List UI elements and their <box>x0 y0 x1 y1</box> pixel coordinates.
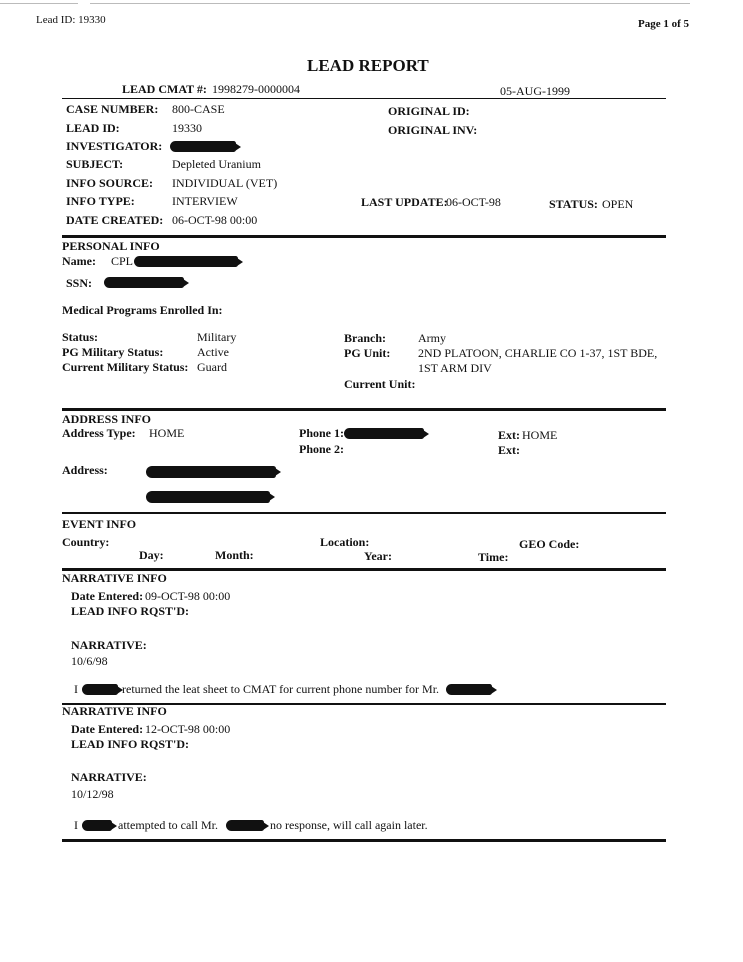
status-field-value: Military <box>197 330 237 344</box>
geo-code-label: GEO Code: <box>519 537 580 551</box>
medical-programs-label: Medical Programs Enrolled In: <box>62 303 223 317</box>
redaction-address-line2 <box>146 491 270 503</box>
redaction-narrative <box>82 684 118 695</box>
address-type-label: Address Type: <box>62 426 136 440</box>
case-number-value: 800-CASE <box>172 102 225 116</box>
original-id-label: ORIGINAL ID: <box>388 104 470 118</box>
branch-label: Branch: <box>344 331 386 345</box>
branch-value: Army <box>418 331 446 345</box>
narrative-heading: NARRATIVE INFO <box>62 571 167 585</box>
pg-military-status-label: PG Military Status: <box>62 345 164 359</box>
subject-label: SUBJECT: <box>66 157 124 171</box>
lead-id-value: 19330 <box>172 121 202 135</box>
redaction-ssn <box>104 277 184 288</box>
phone1-label: Phone 1: <box>299 426 344 440</box>
lead-info-rqstd-label: LEAD INFO RQST'D: <box>71 737 190 751</box>
info-source-value: INDIVIDUAL (VET) <box>172 176 278 190</box>
narrative-date: 10/6/98 <box>71 654 108 668</box>
narrative-heading: NARRATIVE INFO <box>62 704 167 718</box>
redaction-name <box>134 256 238 267</box>
last-update-label: LAST UPDATE: <box>361 195 448 209</box>
info-source-label: INFO SOURCE: <box>66 176 154 190</box>
section-divider <box>62 408 666 411</box>
redaction-address-line1 <box>146 466 276 478</box>
status-label: STATUS: <box>549 197 598 211</box>
pg-unit-label: PG Unit: <box>344 346 391 360</box>
ssn-label: SSN: <box>66 276 93 290</box>
section-divider <box>62 512 666 514</box>
cmat-value: 1998279-0000004 <box>212 82 300 96</box>
narrative-text-start: I <box>74 682 78 696</box>
pg-unit-value-line1: 2ND PLATOON, CHARLIE CO 1-37, 1ST BDE, <box>418 346 658 360</box>
status-field-label: Status: <box>62 330 99 344</box>
date-created-label: DATE CREATED: <box>66 213 164 227</box>
month-label: Month: <box>215 548 254 562</box>
address-label: Address: <box>62 463 108 477</box>
info-type-value: INTERVIEW <box>172 194 238 208</box>
date-entered-value: 12-OCT-98 00:00 <box>145 722 231 736</box>
address-info-heading: ADDRESS INFO <box>62 412 152 426</box>
ext1-label: Ext: <box>498 428 520 442</box>
ext1-value: HOME <box>522 428 558 442</box>
scan-artifact <box>90 3 690 4</box>
redaction-narrative <box>446 684 492 695</box>
pg-military-status-value: Active <box>197 345 229 359</box>
event-info-heading: EVENT INFO <box>62 517 137 531</box>
last-update-value: 06-OCT-98 <box>446 195 501 209</box>
status-value: OPEN <box>602 197 634 211</box>
date-entered-value: 09-OCT-98 00:00 <box>145 589 231 603</box>
name-prefix: CPL <box>111 254 134 268</box>
current-unit-label: Current Unit: <box>344 377 416 391</box>
time-label: Time: <box>478 550 509 564</box>
page-number: Page 1 of 5 <box>638 18 690 30</box>
name-label: Name: <box>62 254 96 268</box>
pg-unit-value-line2: 1ST ARM DIV <box>418 361 492 375</box>
date-created-value: 06-OCT-98 00:00 <box>172 213 258 227</box>
phone2-label: Phone 2: <box>299 442 344 456</box>
info-type-label: INFO TYPE: <box>66 194 135 208</box>
redaction-narrative <box>82 820 112 831</box>
country-label: Country: <box>62 535 110 549</box>
redaction-investigator <box>170 141 236 152</box>
redaction-narrative <box>226 820 264 831</box>
cmat-label: LEAD CMAT #: <box>122 82 207 96</box>
narrative-label: NARRATIVE: <box>71 770 147 784</box>
narrative-text: returned the leat sheet to CMAT for current phone number for Mr. <box>122 682 440 696</box>
current-military-status-label: Current Military Status: <box>62 360 189 374</box>
narrative-text-end: no response, will call again later. <box>270 818 428 832</box>
personal-info-heading: PERSONAL INFO <box>62 239 160 253</box>
narrative-text-start: I <box>74 818 78 832</box>
year-label: Year: <box>364 549 392 563</box>
narrative-label: NARRATIVE: <box>71 638 147 652</box>
narrative-text: attempted to call Mr. <box>118 818 218 832</box>
subject-value: Depleted Uranium <box>172 157 261 171</box>
lead-id-label: LEAD ID: <box>66 121 120 135</box>
investigator-label: INVESTIGATOR: <box>66 139 163 153</box>
scan-artifact <box>0 3 78 4</box>
section-divider <box>62 839 666 842</box>
divider <box>62 98 666 99</box>
current-military-status-value: Guard <box>197 360 227 374</box>
report-title: LEAD REPORT <box>307 56 429 75</box>
narrative-date: 10/12/98 <box>71 787 114 801</box>
case-number-label: CASE NUMBER: <box>66 102 159 116</box>
report-date: 05-AUG-1999 <box>500 84 570 98</box>
section-divider <box>62 235 666 238</box>
day-label: Day: <box>139 548 164 562</box>
location-label: Location: <box>320 535 370 549</box>
address-type-value: HOME <box>149 426 185 440</box>
redaction-phone1 <box>344 428 424 439</box>
original-inv-label: ORIGINAL INV: <box>388 123 478 137</box>
ext2-label: Ext: <box>498 443 520 457</box>
lead-id-header: Lead ID: 19330 <box>36 14 106 26</box>
lead-info-rqstd-label: LEAD INFO RQST'D: <box>71 604 190 618</box>
date-entered-label: Date Entered: <box>71 589 144 603</box>
date-entered-label: Date Entered: <box>71 722 144 736</box>
